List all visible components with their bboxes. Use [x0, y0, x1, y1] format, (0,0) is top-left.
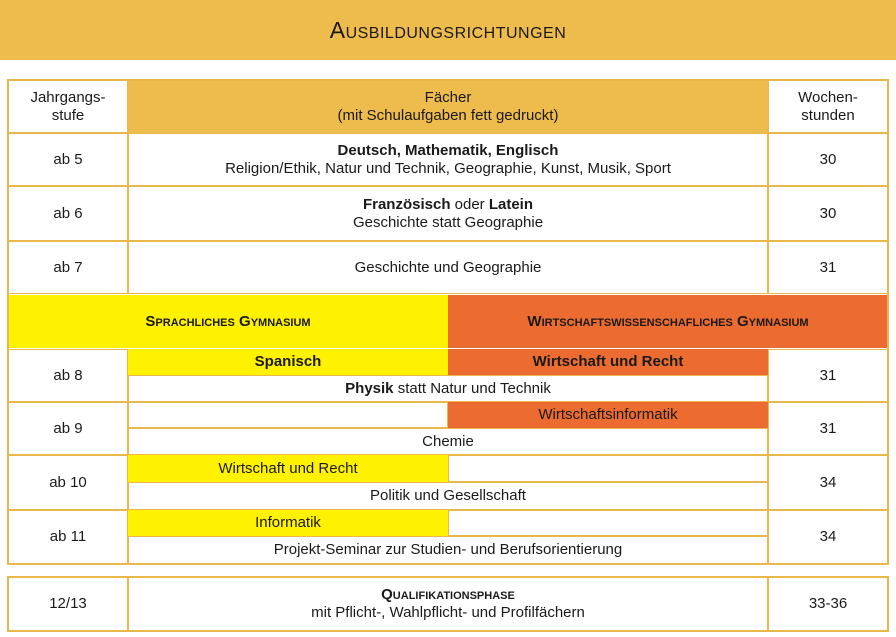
subjects-cell: Geschichte und Geographie — [128, 241, 768, 294]
grade-cell: ab 7 — [8, 241, 128, 294]
shared-subject-rest: statt Natur und Technik — [393, 379, 551, 397]
hours-cell: 30 — [768, 186, 888, 241]
subjects-cell — [128, 186, 768, 241]
grade-cell: ab 11 — [8, 510, 128, 564]
header-grade: Jahrgangs- stufe — [8, 80, 128, 133]
header-hours: Wochen- stunden — [768, 80, 888, 133]
other-subjects: Geschichte statt Geographie — [352, 213, 544, 231]
shared-subject: Chemie — [128, 428, 768, 455]
hours-cell: 30 — [768, 133, 888, 186]
hours-cell: 33-36 — [768, 577, 888, 631]
title-banner — [0, 0, 896, 60]
language-french: Französisch — [362, 195, 451, 213]
physics-subject: Physik — [345, 379, 394, 397]
language-branch-subject: Spanisch — [128, 349, 448, 375]
subjects-cell — [128, 133, 768, 186]
hours-cell: 31 — [768, 349, 888, 402]
shared-subject — [128, 375, 768, 402]
shared-subject: Projekt-Seminar zur Studien- und Berufsorientierung — [128, 536, 768, 564]
other-subjects: Religion/Ethik, Natur und Technik, Geographie, Kunst, Musik, Sport — [225, 159, 671, 177]
grade-cell: ab 5 — [8, 133, 128, 186]
language-latin: Latein — [488, 195, 534, 213]
grade-cell: ab 6 — [8, 186, 128, 241]
branch-economics-header — [448, 295, 888, 348]
hours-cell: 31 — [768, 402, 888, 455]
branch-language-title: Sprachliches Gymnasium — [145, 312, 311, 330]
economics-branch-empty — [448, 510, 768, 536]
header-subjects — [128, 80, 768, 133]
page-title: Ausbildungsrichtungen — [329, 16, 567, 43]
hours-cell: 31 — [768, 241, 888, 294]
header-subjects-note: (mit Schulaufgaben fett gedruckt) — [337, 106, 559, 124]
second-language-line — [363, 196, 533, 214]
qualification-cell — [128, 577, 768, 631]
hours-cell: 34 — [768, 455, 888, 510]
economics-branch-subject: Wirtschaft und Recht — [448, 349, 768, 375]
shared-subject-text — [345, 380, 551, 398]
qualification-subtitle: mit Pflicht-, Wahlpflicht- und Profilfächern — [311, 604, 585, 621]
grade-cell: 12/13 — [8, 577, 128, 631]
connector-text: oder — [450, 195, 489, 213]
core-subjects: Deutsch, Mathematik, Englisch — [337, 141, 559, 159]
grade-cell: ab 9 — [8, 402, 128, 455]
grade-cell: ab 10 — [8, 455, 128, 510]
branch-language-header — [8, 295, 448, 348]
language-branch-subject: Wirtschaft und Recht — [128, 455, 448, 482]
qualification-title: Qualifikationsphase — [381, 586, 515, 603]
economics-branch-subject: Wirtschaftsinformatik — [448, 402, 768, 428]
economics-branch-empty — [448, 455, 768, 482]
language-branch-empty — [128, 402, 448, 428]
language-branch-subject: Informatik — [128, 510, 448, 536]
hours-cell: 34 — [768, 510, 888, 564]
grade-cell: ab 8 — [8, 349, 128, 402]
shared-subject: Politik und Gesellschaft — [128, 482, 768, 510]
branch-economics-title: Wirtschaftswissenschafliches Gymnasium — [527, 312, 809, 330]
header-subjects-title: Fächer — [424, 88, 472, 106]
